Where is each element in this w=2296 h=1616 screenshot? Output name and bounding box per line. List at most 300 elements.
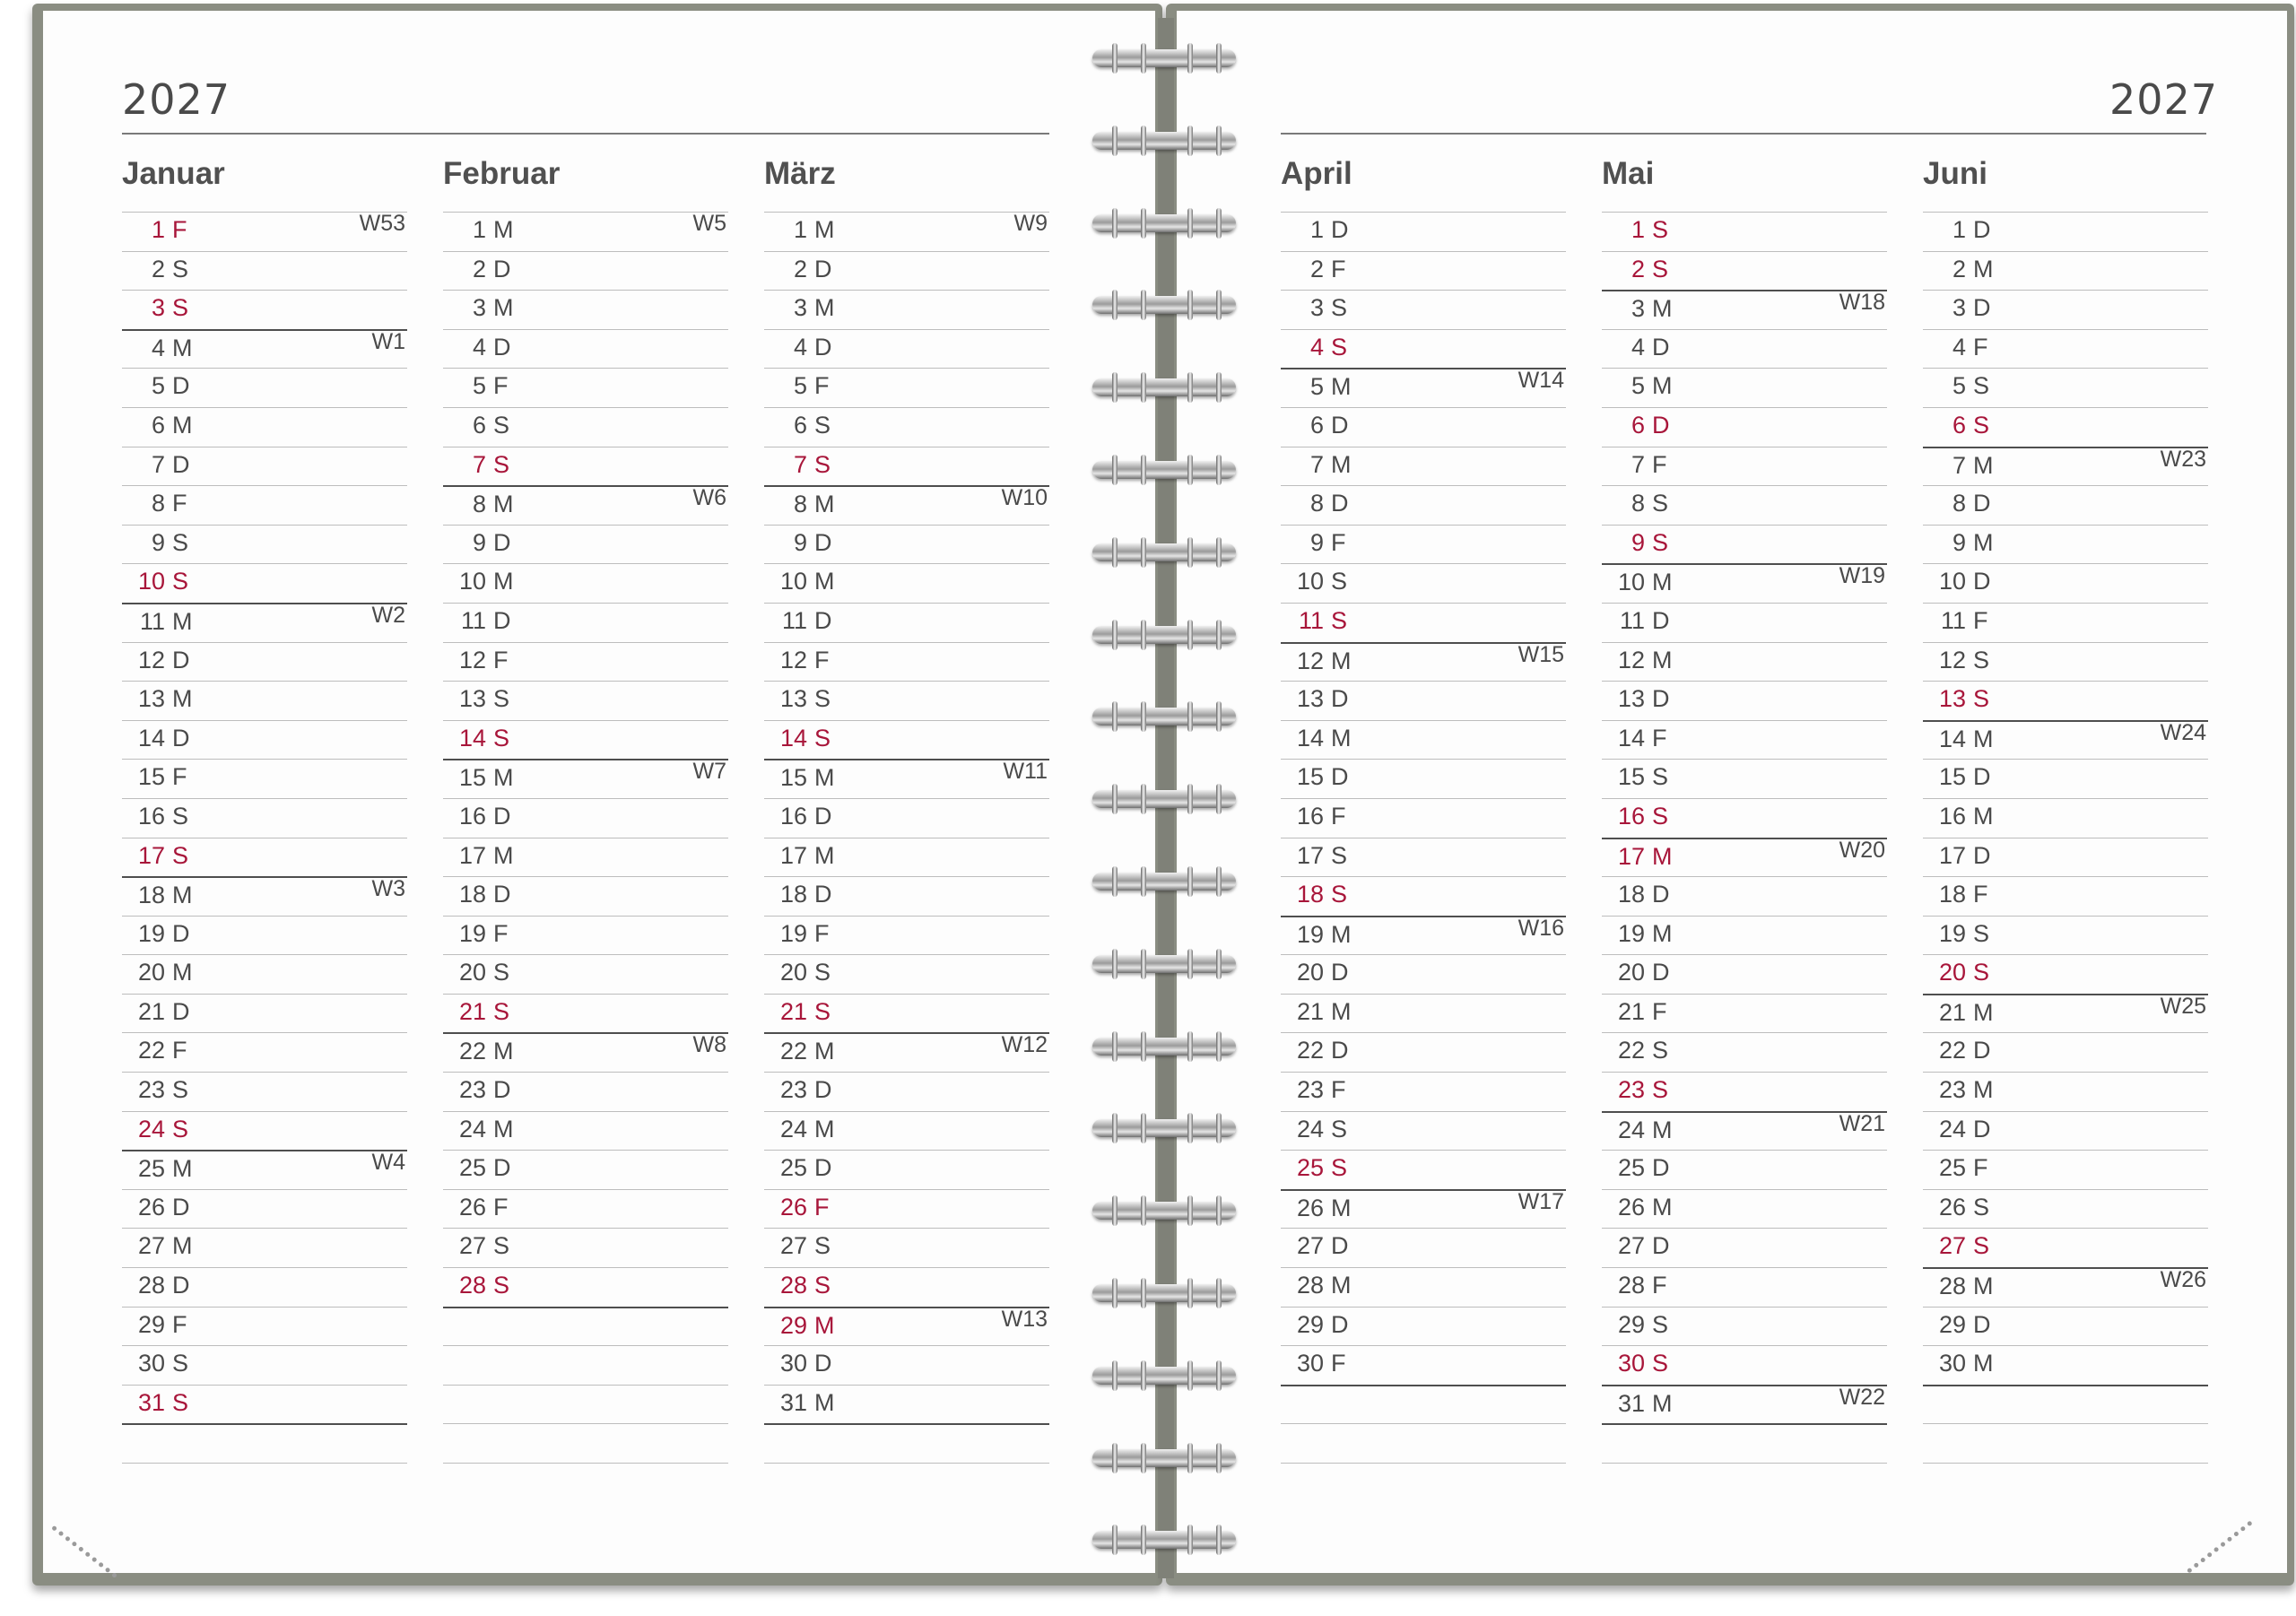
day-row bbox=[1281, 485, 1566, 525]
week-number: W4 bbox=[371, 1150, 405, 1176]
day-row bbox=[122, 407, 407, 447]
day-row bbox=[764, 1228, 1049, 1267]
weekday-letter: M bbox=[1331, 450, 1352, 478]
week-number: W15 bbox=[1518, 641, 1564, 667]
weekday-letter: D bbox=[1331, 1037, 1349, 1064]
day-row bbox=[1281, 1150, 1566, 1189]
binding-ring bbox=[1092, 699, 1236, 734]
weekday-letter: M bbox=[814, 764, 835, 792]
day-number: 28 bbox=[1296, 1272, 1324, 1299]
year-right: 2027 bbox=[2109, 75, 2219, 124]
day-row bbox=[122, 563, 407, 603]
day-number: 19 bbox=[458, 919, 486, 947]
day-number: 28 bbox=[1938, 1273, 1966, 1300]
day-row bbox=[1602, 603, 1887, 642]
weekday-letter: S bbox=[1973, 646, 1990, 673]
day-number: 25 bbox=[1938, 1154, 1966, 1182]
day-number: 5 bbox=[472, 372, 486, 400]
weekday-letter: S bbox=[1331, 881, 1348, 908]
weekday-letter: F bbox=[493, 372, 509, 400]
day-row bbox=[443, 954, 728, 994]
day-number: 31 bbox=[137, 1388, 165, 1416]
day-row bbox=[443, 798, 728, 838]
weekday-letter: F bbox=[1973, 881, 1988, 908]
weekday-letter: S bbox=[1331, 1154, 1348, 1182]
weekday-letter: D bbox=[1652, 959, 1670, 986]
day-number: 11 bbox=[460, 606, 486, 634]
day-row bbox=[764, 368, 1049, 407]
day-row bbox=[1602, 1189, 1887, 1229]
day-number: 18 bbox=[779, 881, 807, 908]
weekday-letter: S bbox=[493, 1232, 510, 1260]
day-number: 4 bbox=[1309, 333, 1324, 361]
weekday-letter: S bbox=[1652, 528, 1669, 556]
day-row bbox=[764, 954, 1049, 994]
weekday-letter: D bbox=[172, 724, 190, 752]
weekday-letter: M bbox=[1973, 1273, 1994, 1300]
weekday-letter: D bbox=[172, 997, 190, 1025]
day-number: 23 bbox=[1617, 1076, 1645, 1104]
day-number: 1 bbox=[793, 216, 807, 243]
day-row bbox=[1281, 1345, 1566, 1385]
day-number: 3 bbox=[793, 294, 807, 322]
day-row bbox=[1923, 290, 2208, 329]
day-row bbox=[1281, 212, 1566, 251]
weekday-letter: M bbox=[172, 959, 193, 986]
weekday-letter: S bbox=[1331, 606, 1348, 634]
day-number: 22 bbox=[458, 1038, 486, 1065]
weekday-letter: F bbox=[172, 490, 187, 517]
day-row bbox=[1923, 1150, 2208, 1189]
day-row bbox=[122, 1189, 407, 1229]
week-number: W6 bbox=[692, 485, 726, 511]
day-number: 11 bbox=[1940, 606, 1966, 634]
day-row bbox=[1923, 642, 2208, 682]
day-number: 5 bbox=[1631, 372, 1645, 400]
weekday-letter: M bbox=[172, 411, 193, 439]
day-number: 27 bbox=[458, 1232, 486, 1260]
day-number: 21 bbox=[1296, 997, 1324, 1025]
day-row bbox=[764, 759, 1049, 798]
weekday-letter: M bbox=[1973, 998, 1994, 1026]
weekday-letter: S bbox=[1331, 294, 1348, 322]
day-number: 25 bbox=[1296, 1154, 1324, 1182]
day-number: 4 bbox=[151, 334, 165, 361]
week-number: W12 bbox=[1001, 1032, 1048, 1058]
weekday-letter: S bbox=[1652, 1350, 1669, 1377]
day-row bbox=[443, 994, 728, 1033]
day-number: 16 bbox=[1938, 802, 1966, 830]
weekday-letter: M bbox=[172, 1232, 193, 1260]
day-row bbox=[764, 212, 1049, 251]
weekday-letter: S bbox=[1652, 1037, 1669, 1064]
weekday-letter: D bbox=[814, 606, 832, 634]
day-row bbox=[1602, 1072, 1887, 1111]
weekday-letter: M bbox=[814, 1388, 835, 1416]
month-title: März bbox=[764, 156, 836, 191]
empty-row bbox=[764, 1463, 1049, 1502]
weekday-letter: S bbox=[1973, 411, 1990, 439]
empty-row bbox=[443, 1385, 728, 1424]
day-row bbox=[1602, 1345, 1887, 1385]
weekday-letter: M bbox=[1973, 528, 1994, 556]
weekday-letter: D bbox=[1652, 333, 1670, 361]
week-number: W25 bbox=[2160, 993, 2206, 1019]
weekday-letter: F bbox=[1652, 997, 1667, 1025]
day-row bbox=[1602, 485, 1887, 525]
binding-ring bbox=[1092, 1194, 1236, 1228]
weekday-letter: D bbox=[814, 881, 832, 908]
day-row bbox=[122, 1385, 407, 1424]
day-row bbox=[764, 994, 1049, 1033]
week-number: W7 bbox=[692, 759, 726, 785]
day-number: 22 bbox=[1617, 1037, 1645, 1064]
weekday-letter: S bbox=[172, 294, 189, 322]
day-row bbox=[764, 916, 1049, 955]
day-number: 26 bbox=[1938, 1193, 1966, 1221]
day-row bbox=[1602, 642, 1887, 682]
day-number: 15 bbox=[779, 764, 807, 792]
week-number: W13 bbox=[1001, 1306, 1048, 1332]
day-row bbox=[764, 681, 1049, 720]
weekday-letter: S bbox=[172, 1350, 189, 1377]
weekday-letter: D bbox=[1973, 841, 1991, 869]
day-number: 25 bbox=[137, 1155, 165, 1183]
empty-row bbox=[1281, 1385, 1566, 1424]
weekday-letter: D bbox=[1652, 685, 1670, 713]
day-number: 10 bbox=[458, 568, 486, 595]
day-row bbox=[1923, 1345, 2208, 1385]
day-number: 12 bbox=[137, 646, 165, 673]
day-number: 26 bbox=[1296, 1194, 1324, 1221]
binding-ring bbox=[1092, 1111, 1236, 1145]
weekday-letter: F bbox=[493, 646, 509, 673]
weekday-letter: M bbox=[1331, 373, 1352, 401]
day-number: 14 bbox=[137, 724, 165, 752]
day-row bbox=[1602, 798, 1887, 838]
day-number: 12 bbox=[1938, 646, 1966, 673]
day-number: 18 bbox=[458, 881, 486, 908]
day-number: 16 bbox=[458, 802, 486, 830]
weekday-letter: M bbox=[493, 568, 514, 595]
day-row bbox=[1923, 485, 2208, 525]
day-row bbox=[1923, 954, 2208, 994]
day-number: 3 bbox=[1952, 294, 1966, 322]
day-number: 13 bbox=[458, 685, 486, 713]
weekday-letter: S bbox=[172, 568, 189, 595]
day-number: 8 bbox=[472, 491, 486, 518]
day-number: 18 bbox=[1938, 881, 1966, 908]
week-number: W21 bbox=[1839, 1110, 1885, 1136]
weekday-letter: F bbox=[1973, 1154, 1988, 1182]
binding-ring bbox=[1092, 370, 1236, 404]
binding-ring bbox=[1092, 864, 1236, 899]
binding-ring bbox=[1092, 288, 1236, 322]
weekday-letter: M bbox=[814, 491, 835, 518]
weekday-letter: D bbox=[1652, 1154, 1670, 1182]
empty-row bbox=[1281, 1463, 1566, 1502]
day-number: 1 bbox=[151, 216, 165, 243]
weekday-letter: M bbox=[493, 764, 514, 792]
day-row bbox=[443, 916, 728, 955]
day-number: 18 bbox=[1617, 881, 1645, 908]
day-row bbox=[443, 876, 728, 916]
weekday-letter: D bbox=[1973, 294, 1991, 322]
day-row bbox=[443, 251, 728, 291]
day-row bbox=[1602, 1150, 1887, 1189]
weekday-letter: F bbox=[1973, 606, 1988, 634]
day-row bbox=[443, 485, 728, 525]
weekday-letter: D bbox=[493, 881, 511, 908]
day-number: 23 bbox=[458, 1076, 486, 1104]
day-row bbox=[122, 681, 407, 720]
weekday-letter: M bbox=[814, 1038, 835, 1065]
week-number: W16 bbox=[1518, 915, 1564, 941]
day-row bbox=[1281, 1111, 1566, 1151]
weekday-letter: D bbox=[493, 606, 511, 634]
day-row bbox=[122, 485, 407, 525]
day-row bbox=[122, 994, 407, 1033]
weekday-letter: M bbox=[814, 216, 835, 243]
day-number: 12 bbox=[1617, 646, 1645, 673]
day-number: 9 bbox=[1309, 528, 1324, 556]
day-number: 11 bbox=[1619, 606, 1645, 634]
day-row bbox=[1281, 603, 1566, 642]
day-number: 21 bbox=[1938, 998, 1966, 1026]
day-row bbox=[1281, 407, 1566, 447]
binding-ring bbox=[1092, 1030, 1236, 1064]
day-row bbox=[1602, 1111, 1887, 1151]
weekday-letter: S bbox=[1652, 763, 1669, 791]
day-row bbox=[122, 954, 407, 994]
weekday-letter: M bbox=[493, 294, 514, 322]
weekday-letter: S bbox=[493, 724, 510, 752]
day-number: 7 bbox=[1952, 451, 1966, 479]
week-number: W19 bbox=[1839, 563, 1885, 589]
day-row bbox=[1602, 407, 1887, 447]
day-row bbox=[122, 798, 407, 838]
empty-row bbox=[1602, 1463, 1887, 1502]
day-number: 12 bbox=[779, 646, 807, 673]
day-number: 9 bbox=[793, 528, 807, 556]
day-row bbox=[1923, 368, 2208, 407]
day-row bbox=[1923, 1267, 2208, 1307]
day-row bbox=[443, 1072, 728, 1111]
day-number: 13 bbox=[1296, 685, 1324, 713]
weekday-letter: M bbox=[814, 1311, 835, 1339]
day-number: 3 bbox=[1309, 294, 1324, 322]
month-title: Februar bbox=[443, 156, 561, 191]
weekday-letter: M bbox=[493, 841, 514, 869]
day-row bbox=[1281, 368, 1566, 407]
day-number: 13 bbox=[779, 685, 807, 713]
weekday-letter: M bbox=[493, 1115, 514, 1142]
day-number: 8 bbox=[151, 490, 165, 517]
day-number: 30 bbox=[137, 1350, 165, 1377]
day-number: 17 bbox=[458, 841, 486, 869]
day-row bbox=[764, 642, 1049, 682]
day-number: 5 bbox=[1952, 372, 1966, 400]
day-number: 9 bbox=[151, 528, 165, 556]
weekday-letter: F bbox=[1331, 1076, 1346, 1104]
day-number: 22 bbox=[779, 1038, 807, 1065]
day-number: 26 bbox=[137, 1193, 165, 1221]
day-row bbox=[1602, 563, 1887, 603]
day-number: 17 bbox=[1296, 841, 1324, 869]
day-row bbox=[1602, 954, 1887, 994]
weekday-letter: F bbox=[172, 1037, 187, 1064]
week-number: W8 bbox=[692, 1032, 726, 1058]
day-row bbox=[443, 1032, 728, 1072]
day-number: 9 bbox=[1631, 528, 1645, 556]
day-number: 21 bbox=[779, 997, 807, 1025]
day-number: 15 bbox=[458, 764, 486, 792]
day-row bbox=[122, 368, 407, 407]
day-number: 14 bbox=[458, 724, 486, 752]
day-number: 2 bbox=[1631, 255, 1645, 282]
day-number: 3 bbox=[1631, 295, 1645, 323]
week-number: W26 bbox=[2160, 1267, 2206, 1293]
day-row bbox=[1281, 798, 1566, 838]
day-number: 2 bbox=[1309, 255, 1324, 282]
week-number: W23 bbox=[2160, 446, 2206, 472]
day-number: 20 bbox=[1296, 959, 1324, 986]
month-title: Juni bbox=[1923, 156, 1987, 191]
day-row bbox=[122, 251, 407, 291]
day-row bbox=[122, 1307, 407, 1346]
weekday-letter: M bbox=[1652, 842, 1673, 870]
weekday-letter: M bbox=[1973, 802, 1994, 830]
day-row bbox=[764, 1072, 1049, 1111]
day-row bbox=[443, 1228, 728, 1267]
day-row bbox=[1602, 329, 1887, 369]
day-row bbox=[1281, 1307, 1566, 1346]
month-title: April bbox=[1281, 156, 1352, 191]
day-row bbox=[122, 447, 407, 486]
day-row bbox=[1281, 642, 1566, 682]
day-row bbox=[1923, 1189, 2208, 1229]
day-row bbox=[1602, 290, 1887, 329]
day-row bbox=[443, 212, 728, 251]
day-row bbox=[1602, 994, 1887, 1033]
day-number: 28 bbox=[458, 1272, 486, 1299]
day-number: 26 bbox=[1617, 1193, 1645, 1221]
day-row bbox=[1923, 251, 2208, 291]
day-row bbox=[764, 1385, 1049, 1424]
week-number: W17 bbox=[1518, 1188, 1564, 1214]
weekday-letter: M bbox=[1973, 1076, 1994, 1104]
weekday-letter: S bbox=[1331, 568, 1348, 595]
weekday-letter: S bbox=[814, 450, 831, 478]
weekday-letter: F bbox=[1331, 1350, 1346, 1377]
day-number: 5 bbox=[793, 372, 807, 400]
weekday-letter: D bbox=[493, 1154, 511, 1182]
day-number: 27 bbox=[1938, 1232, 1966, 1260]
weekday-letter: D bbox=[493, 802, 511, 830]
day-number: 9 bbox=[472, 528, 486, 556]
day-number: 7 bbox=[151, 450, 165, 478]
weekday-letter: D bbox=[1973, 568, 1991, 595]
weekday-letter: D bbox=[1331, 685, 1349, 713]
day-row bbox=[1281, 251, 1566, 291]
day-number: 24 bbox=[1296, 1115, 1324, 1142]
day-row bbox=[1281, 1267, 1566, 1307]
day-number: 10 bbox=[1296, 568, 1324, 595]
day-row bbox=[1602, 720, 1887, 760]
day-number: 24 bbox=[1617, 1116, 1645, 1143]
weekday-letter: D bbox=[1331, 490, 1349, 517]
day-number: 8 bbox=[1309, 490, 1324, 517]
day-number: 10 bbox=[137, 568, 165, 595]
day-number: 8 bbox=[1631, 490, 1645, 517]
weekday-letter: F bbox=[493, 919, 509, 947]
day-row bbox=[122, 1032, 407, 1072]
day-list bbox=[443, 212, 728, 1502]
day-number: 13 bbox=[1617, 685, 1645, 713]
weekday-letter: F bbox=[1652, 1272, 1667, 1299]
weekday-letter: D bbox=[493, 333, 511, 361]
day-number: 28 bbox=[1617, 1272, 1645, 1299]
day-row bbox=[764, 485, 1049, 525]
day-row bbox=[1923, 838, 2208, 877]
empty-row bbox=[122, 1423, 407, 1463]
day-number: 1 bbox=[1952, 216, 1966, 243]
weekday-letter: D bbox=[1331, 216, 1349, 243]
day-number: 24 bbox=[137, 1115, 165, 1142]
day-number: 1 bbox=[1309, 216, 1324, 243]
day-number: 8 bbox=[1952, 490, 1966, 517]
weekday-letter: M bbox=[1652, 919, 1673, 947]
empty-row bbox=[443, 1423, 728, 1463]
day-row bbox=[1602, 1228, 1887, 1267]
day-number: 20 bbox=[458, 959, 486, 986]
day-number: 19 bbox=[1617, 919, 1645, 947]
day-row bbox=[764, 720, 1049, 760]
year-rule-left bbox=[122, 133, 1049, 135]
day-number: 14 bbox=[1617, 724, 1645, 752]
day-number: 15 bbox=[137, 763, 165, 791]
day-number: 10 bbox=[779, 568, 807, 595]
weekday-letter: S bbox=[1652, 216, 1669, 243]
day-row bbox=[1602, 876, 1887, 916]
weekday-letter: D bbox=[814, 802, 832, 830]
day-row bbox=[1602, 1307, 1887, 1346]
day-number: 10 bbox=[1938, 568, 1966, 595]
weekday-letter: S bbox=[814, 1272, 831, 1299]
day-row bbox=[1602, 251, 1887, 291]
weekday-letter: M bbox=[1652, 295, 1673, 323]
day-row bbox=[443, 1111, 728, 1151]
day-number: 25 bbox=[458, 1154, 486, 1182]
day-row bbox=[1281, 1032, 1566, 1072]
day-number: 13 bbox=[137, 685, 165, 713]
day-number: 2 bbox=[151, 255, 165, 282]
day-row bbox=[1923, 407, 2208, 447]
day-number: 29 bbox=[1938, 1310, 1966, 1338]
day-row bbox=[1281, 916, 1566, 955]
day-number: 21 bbox=[137, 997, 165, 1025]
day-row bbox=[1602, 1267, 1887, 1307]
weekday-letter: D bbox=[172, 1272, 190, 1299]
week-number: W11 bbox=[1003, 759, 1048, 785]
weekday-letter: S bbox=[1652, 490, 1669, 517]
day-number: 6 bbox=[1631, 411, 1645, 439]
weekday-letter: M bbox=[1652, 1389, 1673, 1417]
empty-row bbox=[764, 1423, 1049, 1463]
day-number: 6 bbox=[1952, 411, 1966, 439]
weekday-letter: D bbox=[493, 528, 511, 556]
day-number: 19 bbox=[779, 919, 807, 947]
